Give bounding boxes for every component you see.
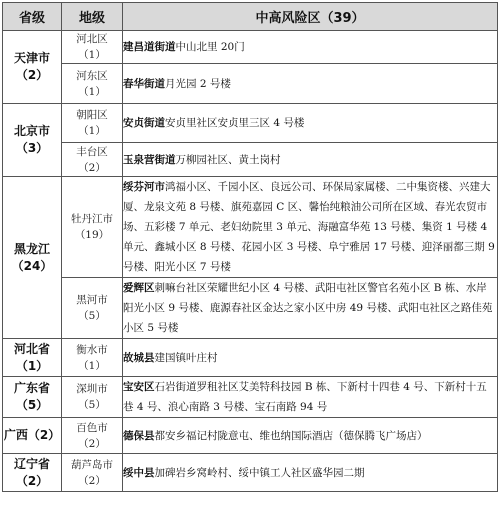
city-cell [62, 143, 123, 177]
area-list: 中山北里 20门 [175, 41, 245, 53]
area-list: 安贞里社区安贞里三区 4 号楼 [165, 117, 305, 129]
province-cell [3, 454, 62, 492]
province-cell [3, 31, 62, 104]
city-count: （1） [78, 125, 106, 137]
area-list: 建国镇叶庄村 [154, 351, 218, 364]
city-cell [62, 454, 123, 492]
city-name: 深圳市 [76, 383, 108, 395]
city-count: （2） [78, 437, 106, 450]
province-count: （2） [27, 428, 61, 442]
province-name: 广西 [3, 428, 28, 442]
district-name: 玉泉营街道 [123, 153, 176, 166]
city-cell [62, 64, 123, 104]
province-name: 北京市 [13, 124, 50, 138]
province-cell [3, 104, 62, 177]
city-cell [62, 31, 123, 64]
province-cell [3, 418, 62, 454]
city-cell [62, 177, 123, 278]
city-count: （1） [78, 359, 106, 372]
district-name: 故城县 [123, 351, 155, 364]
header-areas: 中高风险区（39） [123, 3, 498, 31]
city-name: 朝阳区 [76, 109, 108, 121]
area-cell [123, 177, 498, 278]
table-row [3, 31, 498, 64]
city-name: 丰台区 [76, 145, 108, 158]
province-name: 黑龙江 [13, 241, 50, 256]
district-name: 绥中县 [123, 466, 155, 479]
risk-area-table [2, 2, 498, 492]
table-row [3, 104, 498, 143]
district-name: 宝安区 [123, 381, 155, 393]
city-cell [62, 418, 123, 454]
area-cell [123, 278, 498, 339]
area-cell [123, 377, 498, 418]
district-name: 安贞街道 [123, 117, 165, 129]
province-count: （1） [15, 358, 49, 373]
province-name: 辽宁省 [13, 456, 50, 471]
city-cell [62, 278, 123, 339]
area-list: 加碑岩乡窝岭村、绥中镇工人社区盛华园二期 [154, 466, 365, 479]
table-row [3, 339, 498, 377]
district-name: 春华街道 [123, 77, 165, 90]
area-list: 月光园 2 号楼 [165, 77, 231, 90]
area-cell [123, 418, 498, 454]
province-count: （5） [15, 398, 49, 412]
area-cell [123, 454, 498, 492]
table-row [3, 278, 498, 339]
city-name: 衡水市 [76, 343, 108, 356]
city-cell [62, 339, 123, 377]
area-cell [123, 104, 498, 143]
district-name: 德保县 [123, 429, 155, 442]
city-count: （2） [78, 161, 106, 174]
province-count: （2） [15, 473, 49, 488]
table-row [3, 143, 498, 177]
table-row [3, 454, 498, 492]
area-list: 石岩街道罗租社区艾美特科技园 B 栋、下新村十四巷 4 号、下新村十五巷 4 号、浪心南路 3 号楼、宝石南路 94 号 [123, 381, 487, 413]
city-name: 河东区 [76, 69, 108, 82]
table-row [3, 177, 498, 278]
province-name: 广东省 [13, 381, 50, 395]
area-cell [123, 143, 498, 177]
province-count: （2） [15, 68, 49, 82]
city-count: （1） [78, 85, 106, 98]
province-name: 河北省 [13, 341, 50, 356]
area-list: 刺嘛台社区荣耀世纪小区 4 号楼、武阳屯社区警官名苑小区 B 栋、水岸阳光小区 9 号楼、鹿源春社区金达之家小区中房 49 号楼、武阳屯社区之路佳苑小区 5 号楼 [123, 282, 493, 334]
city-cell [62, 377, 123, 418]
city-count: （5） [78, 310, 106, 322]
area-list: 都安乡福记村陇意屯、维也纳国际酒店（德保腾飞广场店） [154, 429, 428, 442]
table-row [3, 64, 498, 104]
area-cell [123, 64, 498, 104]
city-count: （2） [78, 474, 106, 487]
city-name: 百色市 [76, 421, 108, 434]
district-name: 绥芬河市 [123, 181, 165, 193]
header-province: 省级 [3, 3, 62, 31]
table-header-row [3, 3, 498, 31]
province-cell [3, 339, 62, 377]
province-name: 天津市 [13, 51, 50, 65]
province-cell [3, 177, 62, 339]
district-name: 爱辉区 [123, 282, 155, 294]
area-cell [123, 339, 498, 377]
province-count: （3） [15, 141, 49, 155]
header-city: 地级 [62, 3, 123, 31]
district-name: 建昌道街道 [123, 41, 176, 53]
city-count: （5） [78, 399, 106, 411]
table-row [3, 418, 498, 454]
city-name: 葫芦岛市 [71, 458, 113, 471]
city-name: 河北区 [76, 33, 108, 45]
city-count: （19） [74, 229, 110, 241]
area-cell [123, 31, 498, 64]
area-list: 万柳园社区、黄土岗村 [175, 153, 281, 166]
area-list: 鸿福小区、千园小区、良远公司、环保局家属楼、二中集资楼、兴建大厦、龙泉文苑 8 号楼、旗苑嘉园 C 区、馨怡纯粮油公司所在区域、春光农贸市场、五彩楼 7 单元、老妇幼院里 3 单元、海融富华苑 13 号楼、集资 1 号楼 4 单元、鑫城小区 8 号楼、花园小区 3 号楼、阜宁雅居 17 号楼、迎泽丽都三期 9 号楼、阳光小区 7 号楼 [123, 181, 495, 273]
province-cell [3, 377, 62, 418]
city-name: 黑河市 [76, 294, 108, 306]
city-cell [62, 104, 123, 143]
city-name: 牡丹江市 [71, 213, 113, 225]
city-count: （1） [78, 49, 106, 61]
province-count: （24） [11, 258, 53, 273]
table-row [3, 377, 498, 418]
